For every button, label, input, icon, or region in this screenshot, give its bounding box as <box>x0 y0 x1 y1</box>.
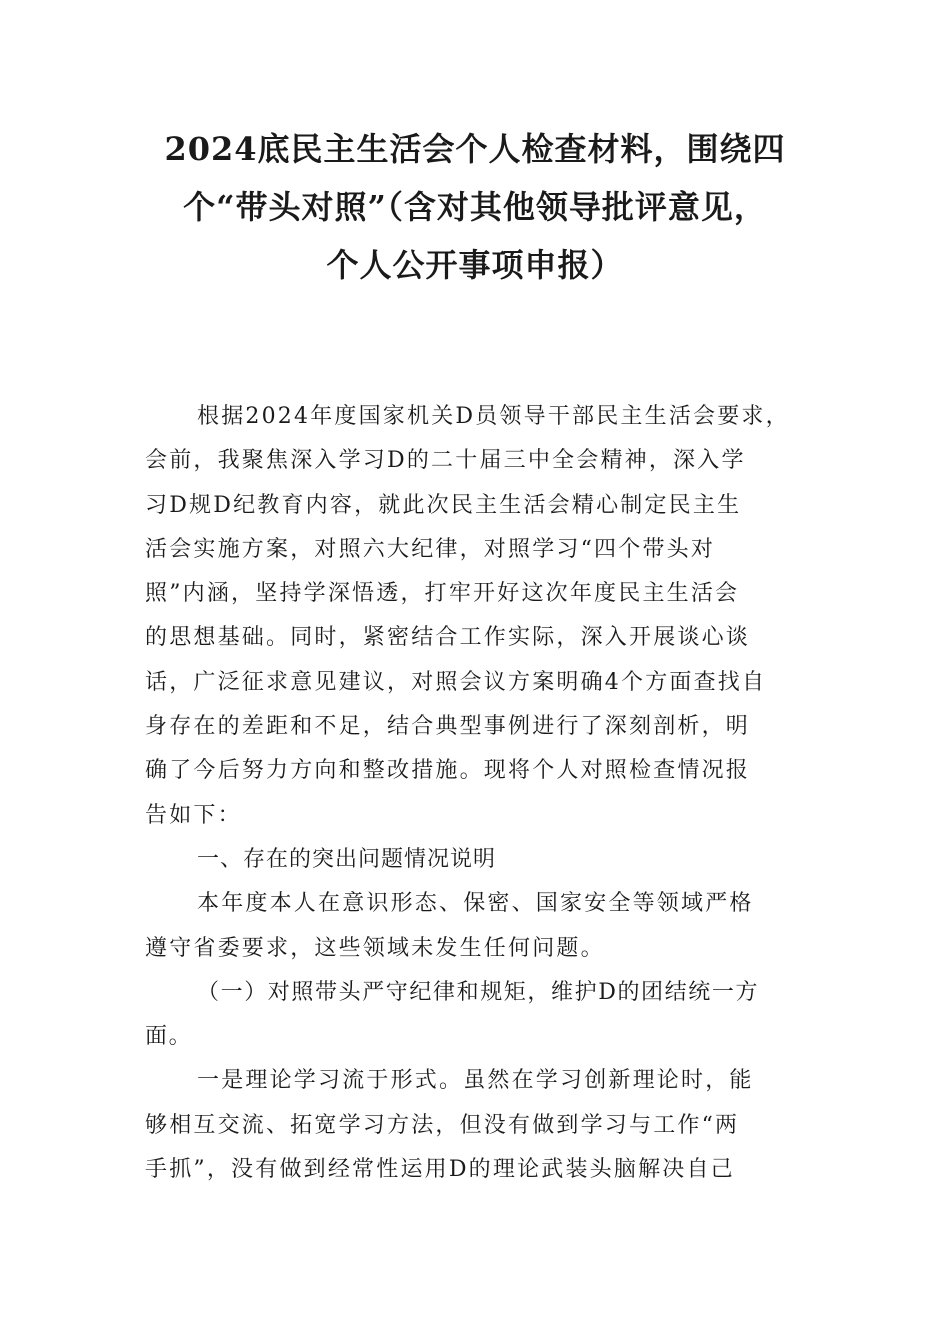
title-line-3: 个人公开事项申报） <box>326 246 624 284</box>
paragraph-intro-line: 身存在的差距和不足，结合典型事例进行了深刻剖析，明 <box>145 714 751 740</box>
paragraph-intro-line: 照”内涵，坚持学深悟透，打牢开好这次年度民主生活会 <box>145 581 740 607</box>
paragraph-intro-line: 话，广泛征求意见建议，对照会议方案明确4个方面查找自 <box>145 669 767 695</box>
subsection-heading-1: （一）对照带头严守纪律和规矩，维护D的团结统一方 <box>197 979 760 1005</box>
document-body <box>145 395 810 1192</box>
paragraph-intro-line: 确了今后努力方向和整改措施。现将个人对照检查情况报 <box>145 758 751 784</box>
paragraph-line: 手抓”，没有做到经常性运用D的理论武装头脑解决自己 <box>145 1157 735 1183</box>
document-title <box>120 120 830 294</box>
paragraph-intro-line: 根据2024年度国家机关D员领导干部民主生活会要求， <box>197 404 790 429</box>
subsection-heading-1-cont: 面。 <box>145 1024 193 1050</box>
paragraph-intro-line: 的思想基础。同时，紧密结合工作实际，深入开展谈心谈 <box>145 625 751 651</box>
paragraph-intro-line: 会前，我聚焦深入学习D的二十届三中全会精神，深入学 <box>145 448 746 474</box>
paragraph-line: 本年度本人在意识形态、保密、国家安全等领域严格 <box>197 891 754 917</box>
section-heading-1: 一、存在的突出问题情况说明 <box>197 846 497 872</box>
paragraph-line: 够相互交流、拓宽学习方法，但没有做到学习与工作“两 <box>145 1112 740 1138</box>
paragraph-intro-line: 活会实施方案，对照六大纪律，对照学习“四个带头对 <box>145 536 716 562</box>
title-line-1: 2024底民主生活会个人检查材料，围绕四 <box>164 130 786 168</box>
paragraph-line: 遵守省委要求，这些领域未发生任何问题。 <box>145 935 605 961</box>
paragraph-intro-line: 告如下： <box>145 802 242 828</box>
title-line-2: 个“带头对照”（含对其他领导批评意见， <box>183 188 767 226</box>
paragraph-line: 一是理论学习流于形式。虽然在学习创新理论时，能 <box>197 1068 754 1094</box>
paragraph-intro-line: 习D规D纪教育内容，就此次民主生活会精心制定民主生 <box>145 492 742 518</box>
